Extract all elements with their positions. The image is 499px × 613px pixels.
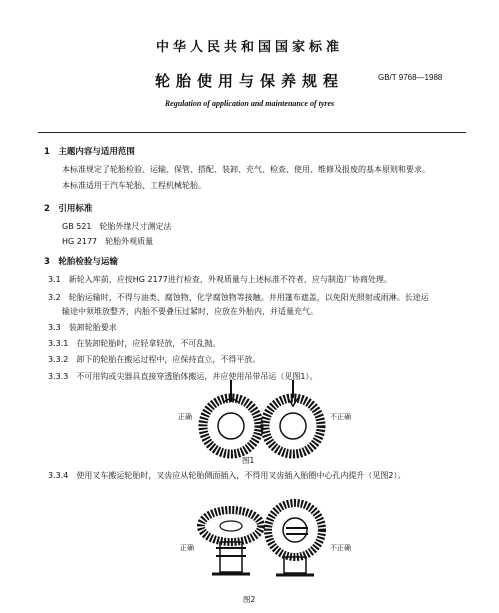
section-3-heading: 3 轮胎检验与运输 <box>44 257 118 267</box>
clause-3-1: 3.1 新轮入库前，应按HG 2177进行检查，外观质量与上述标准不符者，应与制造厂协商处理。 <box>48 275 392 284</box>
standard-organization: 中华人民共和国国家标准 <box>155 40 343 55</box>
figure-1-correct-label: 正确 <box>178 413 192 421</box>
clause-3-2-line-2: 输途中须堆放整齐，内胎不要叠压过紧时，应放在外胎内，并适量充气。 <box>62 307 318 316</box>
document-title: 轮胎使用与保养规程 <box>154 72 344 90</box>
clause-3-3: 3.3 装卸轮胎要求 <box>48 323 117 332</box>
clause-3-3-4: 3.3.4 使用叉车搬运轮胎时，叉齿应从轮胎侧面插入，不得用叉齿插入胎圈中心孔内提升（见图2）。 <box>48 471 406 480</box>
figure-2-incorrect-label: 不正确 <box>330 544 351 552</box>
reference-1: GB 521 轮胎外缘尺寸测定法 <box>62 222 172 231</box>
clause-3-3-3: 3.3.3 不可用钩或尖器具直接穿透胎体搬运，并应使用吊带吊运（见图1）。 <box>48 372 318 381</box>
section-1-text-2: 本标准适用于汽车轮胎、工程机械轮胎。 <box>62 181 206 190</box>
section-1-text-1: 本标准规定了轮胎检验、运输、保管、搭配、装卸、充气、检查、使用、维修及报废的基本原则和要求。 <box>62 165 430 174</box>
figure-2-correct-label: 正确 <box>180 544 194 552</box>
section-1-heading: 1 主题内容与适用范围 <box>44 147 135 157</box>
header-divider <box>38 132 466 133</box>
section-2-heading: 2 引用标准 <box>44 204 93 214</box>
figure-2-caption: 图2 <box>243 595 256 604</box>
standard-code: GB/T 9768—1988 <box>378 73 443 82</box>
figure-1-correct-drawing <box>196 380 266 455</box>
clause-3-3-2: 3.3.2 卸下的轮胎在搬运过程中，应保持直立，不得平放。 <box>48 355 261 364</box>
figure-1-incorrect-label: 不正确 <box>330 413 351 421</box>
clause-3-3-1: 3.3.1 在装卸轮胎时，应轻拿轻放，不可乱抛。 <box>48 339 221 348</box>
clause-3-2-line-1: 3.2 轮胎运输时，不得与油类、腐蚀物、化学腐蚀物等接触。并用篷布遮盖，以免阳光照射或雨淋。长途运 <box>48 293 429 302</box>
english-subtitle: Regulation of application and maintenance of tyres <box>164 99 335 108</box>
figure-2-correct-drawing <box>198 498 264 580</box>
figure-2-incorrect-drawing <box>262 498 328 580</box>
figure-1-caption: 图1 <box>242 456 255 465</box>
reference-2: HG 2177 轮胎外观质量 <box>62 237 154 246</box>
figure-1-incorrect-drawing <box>258 380 328 455</box>
